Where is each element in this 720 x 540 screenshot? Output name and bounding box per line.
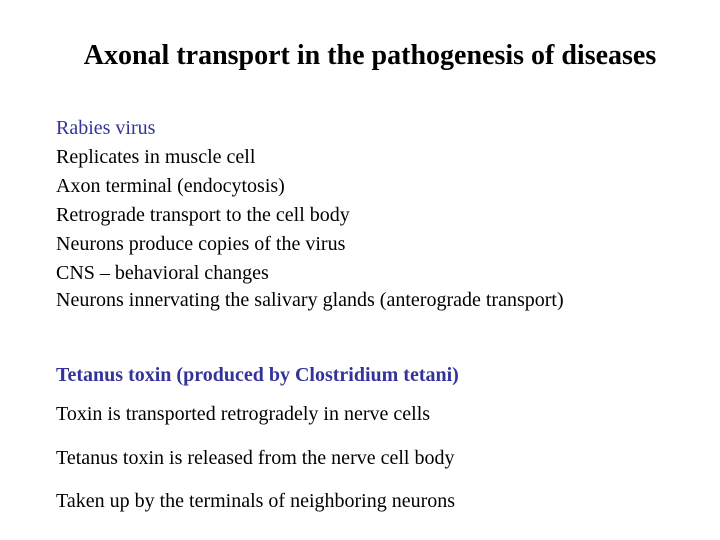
tetanus-heading: Tetanus toxin (produced by Clostridium tetani) <box>56 364 459 386</box>
rabies-line: Neurons produce copies of the virus <box>56 233 346 255</box>
tetanus-line: Tetanus toxin is released from the nerve cell body <box>56 447 455 469</box>
rabies-line: Neurons innervating the salivary glands (anterograde transport) <box>56 289 564 311</box>
tetanus-line: Toxin is transported retrogradely in nerve cells <box>56 403 431 425</box>
rabies-line: Replicates in muscle cell <box>56 146 256 168</box>
rabies-line: CNS – behavioral changes <box>56 262 269 284</box>
tetanus-line: Taken up by the terminals of neighboring neurons <box>56 490 456 512</box>
rabies-heading: Rabies virus <box>56 117 156 139</box>
rabies-line: Axon terminal (endocytosis) <box>56 175 285 197</box>
slide-title: Axonal transport in the pathogenesis of diseases <box>83 40 657 71</box>
rabies-line: Retrograde transport to the cell body <box>56 204 350 226</box>
